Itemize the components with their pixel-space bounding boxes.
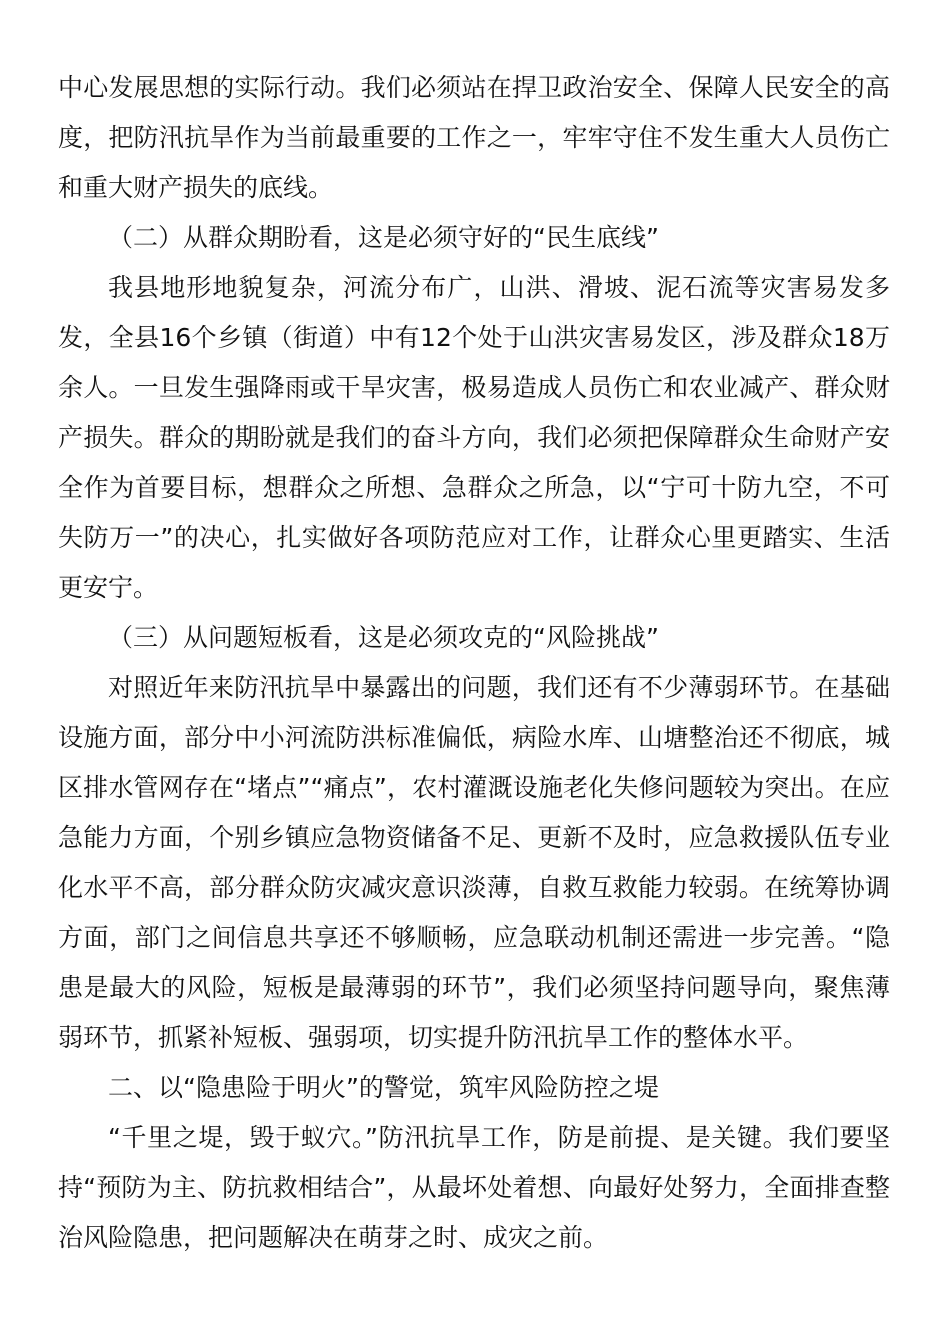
paragraph-continued: 中心发展思想的实际行动。我们必须站在捍卫政治安全、保障人民安全的高度，把防汛抗旱作为当前最重要的工作之一，牢牢守住不发生重大人员伤亡和重大财产损失的底线。 <box>58 73 890 202</box>
paragraph-weak-links: 对照近年来防汛抗旱中暴露出的问题，我们还有不少薄弱环节。在基础设施方面，部分中小河流防洪标准偏低，病险水库、山塘整治还不彻底，城区排水管网存在“堵点”“痛点”，农村灌溉设施老化失修问题较为突出。在应急能力方面，个别乡镇应急物资储备不足、更新不及时，应急救援队伍专业化水平不高，部分群众防灾减灾意识淡薄，自救互救能力较弱。在统筹协调方面，部门之间信息共享还不够顺畅，应急联动机制还需进一步完善。“隐患是最大的风险，短板是最薄弱的环节”，我们必须坚持问题导向，聚焦薄弱环节，抓紧补短板、强弱项，切实提升防汛抗旱工作的整体水平。 <box>58 673 890 1052</box>
section-heading-2: （二）从群众期盼看，这是必须守好的“民生底线” <box>108 223 659 252</box>
section-heading-3: （三）从问题短板看，这是必须攻克的“风险挑战” <box>108 623 659 652</box>
paragraph-prevention: “千里之堤，毁于蚁穴。”防汛抗旱工作，防是前提、是关键。我们要坚持“预防为主、防抗救相结合”，从最坏处着想、向最好处努力，全面排查整治风险隐患，把问题解决在萌芽之时、成灾之前。 <box>58 1123 890 1252</box>
paragraph-public-expectation: 我县地形地貌复杂，河流分布广，山洪、滑坡、泥石流等灾害易发多发，全县16个乡镇（街道）中有12个处于山洪灾害易发区，涉及群众18万余人。一旦发生强降雨或干旱灾害，极易造成人员伤亡和农业减产、群众财产损失。群众的期盼就是我们的奋斗方向，我们必须把保障群众生命财产安全作为首要目标，想群众之所想、急群众之所急，以“宁可十防九空，不可失防万一”的决心，扎实做好各项防范应对工作，让群众心里更踏实、生活更安宁。 <box>58 273 890 602</box>
document-body <box>58 63 890 1263</box>
chapter-heading-2: 二、以“隐患险于明火”的警觉，筑牢风险防控之堤 <box>108 1073 659 1102</box>
